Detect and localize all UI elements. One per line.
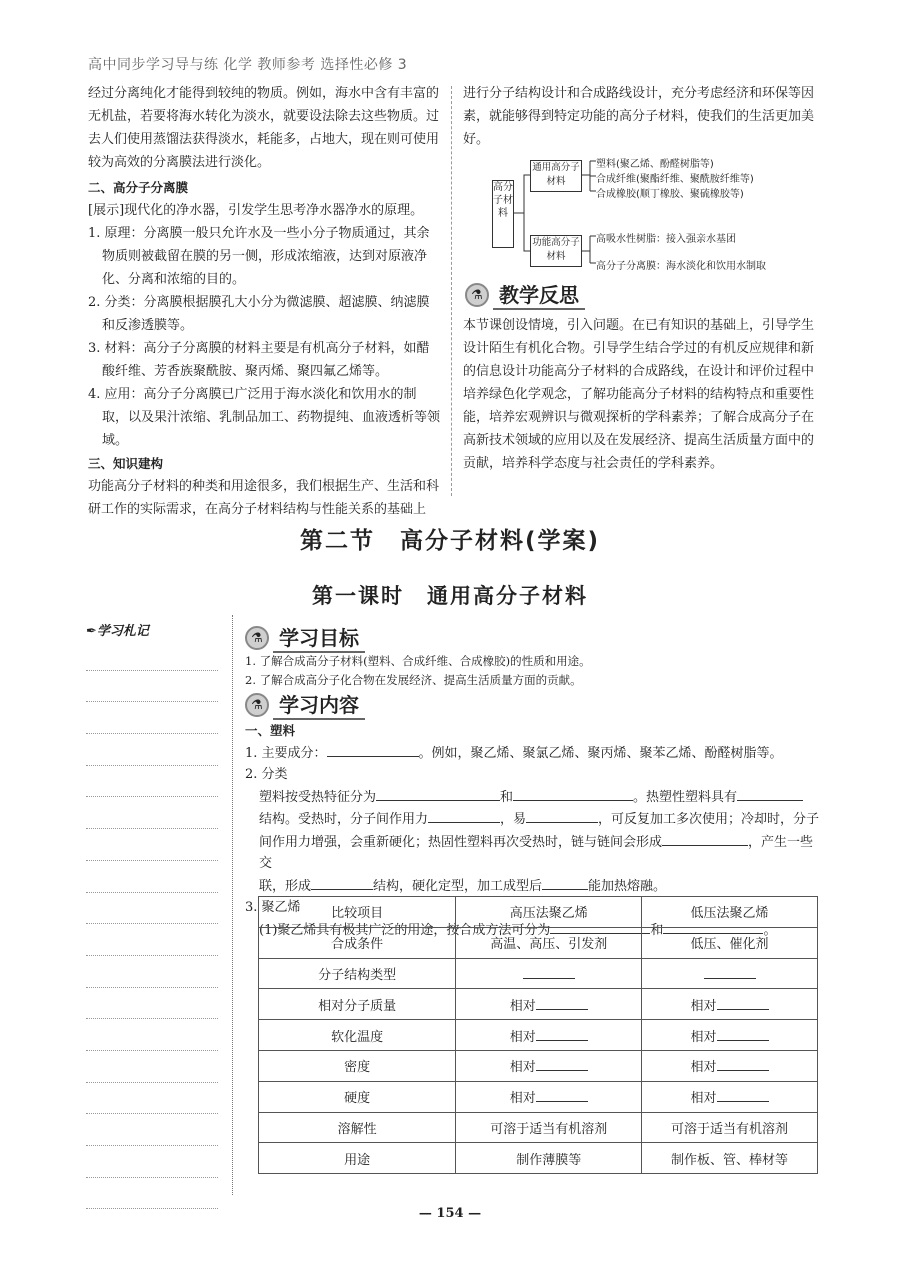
answer-blank[interactable] [311,875,373,890]
table-row [259,927,818,958]
reflection-text [463,314,817,475]
goals-heading [245,622,365,653]
table-cell: 相对 [456,1050,642,1081]
root-box: 高分子材料 [492,180,514,248]
answer-blank[interactable] [327,742,419,757]
right-column [463,82,817,151]
table-header: 比较项目 [259,897,456,928]
answer-blank[interactable] [737,786,803,801]
flask-icon: ⚗ [245,693,269,717]
goals-title: 学习目标 [273,622,365,653]
page-number: — 154 — [418,1206,482,1221]
goal-item: 2. 了解合成高分子化合物在发展经济、提高生活质量方面的贡献。 [245,673,582,687]
diagram-item: 塑料(聚乙烯、酚醛树脂等) [596,159,714,170]
sub-heading: 2. 分类 [245,767,288,782]
table-row [259,1050,818,1081]
table-row [259,1112,818,1143]
content-heading [245,689,365,720]
notes-divider [232,615,233,1195]
answer-blank[interactable] [376,786,500,801]
answer-blank[interactable] [662,831,748,846]
table-cell [642,958,818,989]
diagram-item: 合成橡胶(顺丁橡胶、聚硫橡胶等) [596,189,744,200]
page-title: 第二节 高分子材料(学案) [299,528,601,554]
answer-blank[interactable] [717,1026,769,1041]
left-column [88,82,440,521]
classification-diagram [490,155,820,270]
answer-blank[interactable] [717,995,769,1010]
notes-title [86,620,218,639]
table-header: 低压法聚乙烯 [642,897,818,928]
table-cell: 相对分子质量 [259,989,456,1020]
table-cell: 制作板、管、棒材等 [642,1143,818,1174]
answer-blank[interactable] [536,1056,588,1071]
paragraph: 经过分离纯化才能得到较纯的物质。例如，海水中含有丰富的无机盐，若要将海水转化为淡水，就要设法除去这些物质。过去人们使用蒸馏法获得淡水，耗能多，占地大，现在则可使用较为高效的分离膜法进行淡化。 [88,86,440,170]
table-row [259,1020,818,1051]
table-cell: 可溶于适当有机溶剂 [456,1112,642,1143]
answer-blank[interactable] [523,964,575,979]
answer-blank[interactable] [717,1087,769,1102]
reflection-heading [465,279,585,310]
section-heading: 三、知识建构 [88,456,164,471]
diagram-item: 合成纤维(聚酯纤维、聚酰胺纤维等) [596,174,754,185]
table-cell: 合成条件 [259,927,456,958]
list-item: 4. 应用：高分子分离膜已广泛用于海水淡化和饮用水的制取，以及果汁浓缩、乳制品加工、药物提纯、血液透析等领域。 [88,387,441,448]
reflection-title: 教学反思 [493,279,585,310]
diagram-item: 高分子分离膜：海水淡化和饮用水制取 [596,261,766,272]
list-item: 2. 分类：分离膜根据膜孔大小分为微滤膜、超滤膜、纳滤膜和反渗透膜等。 [88,295,430,333]
goals-list [245,652,591,690]
table-cell: 相对 [642,1020,818,1051]
table-header-row [259,897,818,928]
table-cell: 密度 [259,1050,456,1081]
answer-blank[interactable] [704,964,756,979]
answer-blank[interactable] [428,808,500,823]
table-cell: 低压、催化剂 [642,927,818,958]
answer-blank[interactable] [513,786,633,801]
table-cell: 相对 [456,1020,642,1051]
table-cell: 相对 [642,989,818,1020]
comparison-table [258,896,818,1174]
table-row [259,1081,818,1112]
table-cell: 相对 [642,1081,818,1112]
flask-icon: ⚗ [245,626,269,650]
section-heading: 一、塑料 [245,723,296,738]
paragraph: 功能高分子材料的种类和用途很多，我们根据生产、生活和科研工作的实际需求，在高分子材料结构与性能关系的基础上 [88,479,440,517]
list-item: 1. 原理：分离膜一般只允许水及一些小分子物质通过，其余物质则被截留在膜的另一侧，形成浓缩液，达到对原液净化、分离和浓缩的目的。 [88,226,430,287]
table-header: 高压法聚乙烯 [456,897,642,928]
answer-blank[interactable] [536,1087,588,1102]
page-subtitle: 第一课时 通用高分子材料 [312,584,588,608]
paragraph: 进行分子结构设计和合成路线设计，充分考虑经济和环保等因素，就能够得到特定功能的高分子材料，使我们的生活更加美好。 [463,86,815,147]
notes-column [86,620,218,1209]
column-divider [451,86,452,496]
table-cell: 制作薄膜等 [456,1143,642,1174]
pen-icon: ✒ [86,624,97,639]
table-cell: 软化温度 [259,1020,456,1051]
paragraph: [展示]现代化的净水器，引发学生思考净水器净水的原理。 [88,203,424,218]
answer-blank[interactable] [536,995,588,1010]
table-cell: 高温、高压、引发剂 [456,927,642,958]
list-item: 3. 材料：高分子分离膜的材料主要是有机高分子材料，如醋酸纤维、芳香族聚酰胺、聚丙烯、聚四氟乙烯等。 [88,341,430,379]
table-cell: 分子结构类型 [259,958,456,989]
table-cell: 相对 [456,1081,642,1112]
functional-box: 功能高分子材料 [530,235,582,267]
paragraph: 本节课创设情境，引入问题。在已有知识的基础上，引导学生设计陌生有机化合物。引导学生结合学过的有机反应规律和新的信息设计功能高分子材料的合成路线，在设计和评价过程中培养绿色化学观念，了解功能高分子材料的结构特点和重要性能，培养宏观辨识与微观探析的学科素养；了解合成高分子在高新技术领域的应用以及在发展经济、提高生活质量方面中的贡献，培养科学态度与社会责任的学科素养。 [463,318,815,471]
content-title: 学习内容 [273,689,365,720]
question-line: (1)聚乙烯具有极其广泛的用途，按合成方法可分为 和 。 [245,919,825,942]
table-cell: 硬度 [259,1081,456,1112]
general-box: 通用高分子材料 [530,160,582,192]
diagram-item: 高吸水性树脂：接入强亲水基团 [596,234,736,245]
table-cell: 溶解性 [259,1112,456,1143]
answer-blank[interactable] [717,1056,769,1071]
notes-title-text: 学习札记 [96,624,149,639]
answer-blank[interactable] [536,1026,588,1041]
table-row [259,1143,818,1174]
sub-heading: 3. 聚乙烯 [245,900,301,915]
table-row [259,989,818,1020]
table-cell: 用途 [259,1143,456,1174]
table-cell: 相对 [642,1050,818,1081]
running-header: 高中同步学习导与练 化学 教师参考 选择性必修 3 [88,57,408,73]
section-heading: 二、高分子分离膜 [88,180,189,195]
table-cell [456,958,642,989]
answer-blank[interactable] [526,808,598,823]
answer-blank[interactable] [542,875,588,890]
flask-icon: ⚗ [465,283,489,307]
goal-item: 1. 了解合成高分子材料(塑料、合成纤维、合成橡胶)的性质和用途。 [245,654,591,668]
table-cell: 相对 [456,989,642,1020]
question-paragraph: 塑料按受热特征分为 和 。热塑性塑料具有 结构。受热时，分子间作用力 ，易 ，可反复加工多次使用；冷却时，分子 间作用力增强，会重新硬化；热固性塑料再次受热时，链与链间会形成 ，产生一些交 联，形成 结构，硬化定型，加工成型后 能加热熔融。 [245,786,825,898]
question-line: 1. 主要成分： 。例如，聚乙烯、聚氯乙烯、聚丙烯、聚苯乙烯、酚醛树脂等。 [245,742,825,765]
table-cell: 可溶于适当有机溶剂 [642,1112,818,1143]
table-row [259,958,818,989]
